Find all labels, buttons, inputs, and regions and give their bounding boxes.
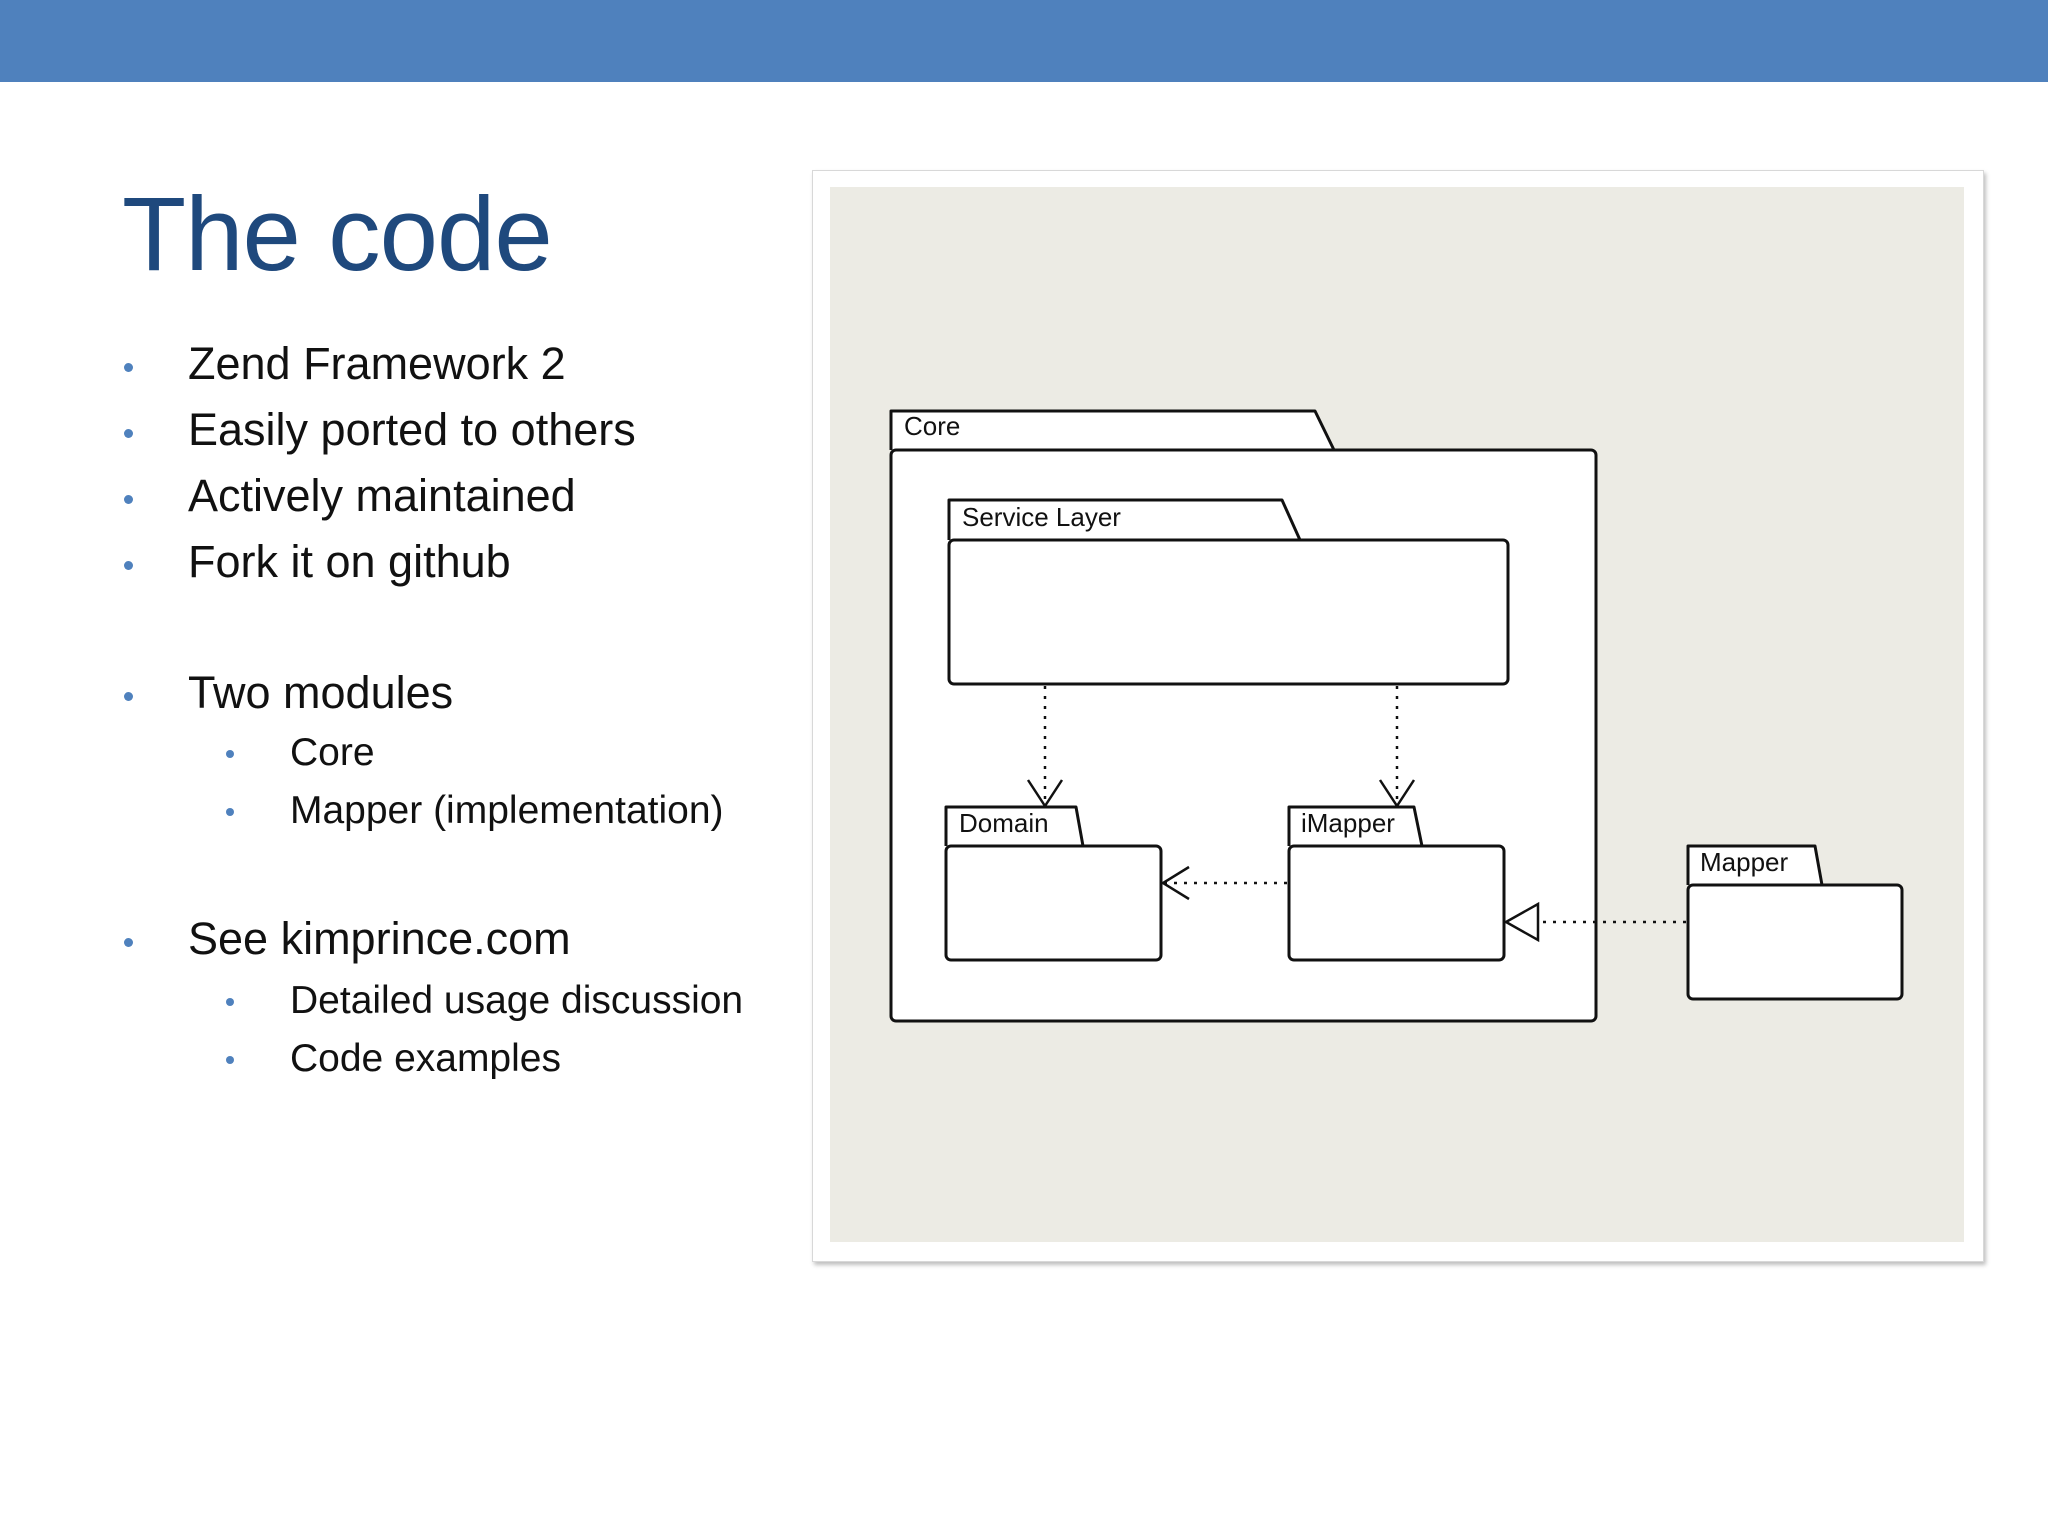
sub-bullet-item: Mapper (implementation) (290, 789, 724, 832)
sub-bullet-item: Detailed usage discussion (290, 979, 744, 1022)
bullet-item: Fork it on github (188, 536, 511, 587)
package-label-mapper: Mapper (1700, 847, 1789, 877)
bullet-item: Actively maintained (188, 470, 576, 521)
slide-title: The code (122, 176, 552, 293)
sub-bullet-item: Code examples (290, 1037, 561, 1080)
package-label-service-layer: Service Layer (962, 502, 1121, 532)
package-label-domain: Domain (959, 808, 1049, 838)
sub-bullet-item: Core (290, 731, 375, 774)
package-label-imapper: iMapper (1301, 808, 1395, 838)
bullet-item: Zend Framework 2 (188, 338, 566, 389)
package-label-core: Core (904, 411, 961, 441)
bullet-item: Easily ported to others (188, 404, 636, 455)
bullet-item: See kimprince.com (188, 913, 571, 964)
bullet-item: Two modules (188, 667, 454, 718)
